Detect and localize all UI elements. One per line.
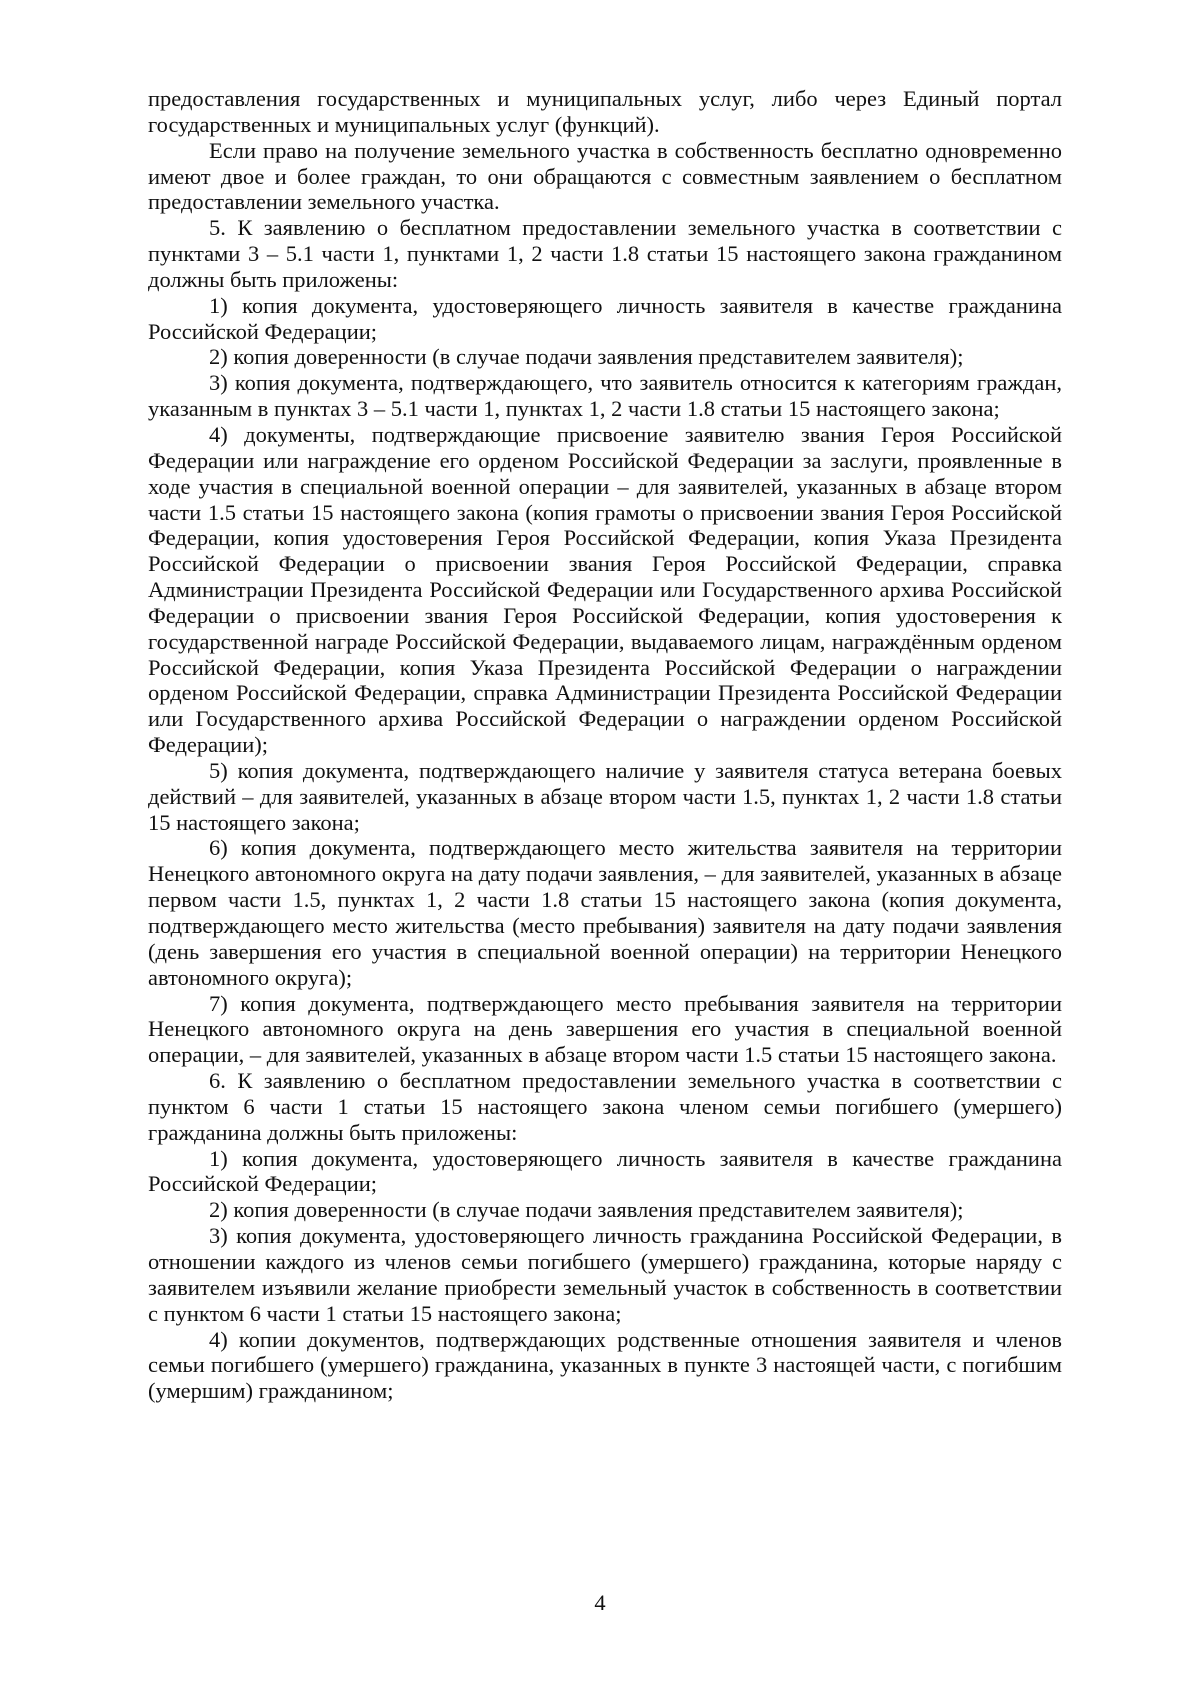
paragraph-item-6-2: 2) копия доверенности (в случае подачи заявления представителем заявителя); (209, 1197, 964, 1223)
paragraph-item-5: 5. К заявлению о бесплатном предоставлении земельного участка в соответствии с пунктами 3 – 5.1 части 1, пунктами 1, 2 части 1.8 статьи 15 настоящего закона гражданином должны быть приложены: (148, 215, 1062, 292)
page-number: 4 (594, 1590, 606, 1615)
paragraph-item-6-1: 1) копия документа, удостоверяющего личность заявителя в качестве гражданина Российской Федерации; (148, 1145, 1062, 1197)
paragraph-item-5-4: 4) документы, подтверждающие присвоение заявителю звания Героя Российской Федерации или награждение его орденом Российской Федерации за заслуги, проявленные в ходе участия в специальной военной операции – для заявителей, указанных в абзаце втором части 1.5 статьи 15 настоящего закона (копия грамоты о присвоении звания Героя Российской Федерации, копия удостоверения Героя Российской Федерации, копия Указа Президента Российской Федерации о присвоении звания Героя Российской Федерации, справка Администрации Президента Российской Федерации или Государственного архива Российской Федерации о присвоении звания Героя Российской Федерации, копия удостоверения к государственной награде Российской Федерации, выдаваемого лицам, награждённым орденом Российской Федерации, копия Указа Президента Российской Федерации о награждении орденом Российской Федерации, справка Администрации Президента Российской Федерации или Государственного архива Российской Федерации о награждении орденом Российской Федерации); (148, 421, 1062, 758)
paragraph-item-5-7: 7) копия документа, подтверждающего место пребывания заявителя на территории Ненецкого автономного округа на день завершения его участия в специальной военной операции, – для заявителей, указанных в абзаце втором части 1.5 статьи 15 настоящего закона. (148, 990, 1062, 1068)
paragraph-continuation: предоставления государственных и муниципальных услуг, либо через Единый портал государственных и муниципальных услуг (функций). (148, 86, 1062, 137)
paragraph-item-6-4: 4) копии документов, подтверждающих родственные отношения заявителя и членов семьи погибшего (умершего) гражданина, указанных в пункте 3 настоящей части, с погибшим (умершим) гражданином; (148, 1326, 1062, 1404)
paragraph-joint-application: Если право на получение земельного участка в собственность бесплатно одновременно имеют двое и более граждан, то они обращаются с совместным заявлением о бесплатном предоставлении земельного участка. (148, 137, 1062, 215)
paragraph-item-5-2: 2) копия доверенности (в случае подачи заявления представителем заявителя); (209, 344, 964, 370)
paragraph-item-5-6: 6) копия документа, подтверждающего место жительства заявителя на территории Ненецкого автономного округа на дату подачи заявления, – для заявителей, указанных в абзаце первом части 1.5, пунктах 1, 2 части 1.8 статьи 15 настоящего закона (копия документа, подтверждающего место жительства (место пребывания) заявителя на дату подачи заявления (день завершения его участия в специальной военной операции) на территории Ненецкого автономного округа); (148, 835, 1062, 990)
paragraph-item-6-3: 3) копия документа, удостоверяющего личность гражданина Российской Федерации, в отношении каждого из членов семьи погибшего (умершего) гражданина, которые наряду с заявителем изъявили желание приобрести земельный участок в собственность в соответствии с пунктом 6 части 1 статьи 15 настоящего закона; (148, 1223, 1062, 1326)
paragraph-item-5-3: 3) копия документа, подтверждающего, что заявитель относится к категориям граждан, указанным в пунктах 3 – 5.1 части 1, пунктах 1, 2 части 1.8 статьи 15 настоящего закона; (148, 370, 1062, 422)
document-body (148, 86, 1062, 1404)
paragraph-item-5-1: 1) копия документа, удостоверяющего личность заявителя в качестве гражданина Российской Федерации; (148, 292, 1062, 344)
paragraph-item-6: 6. К заявлению о бесплатном предоставлении земельного участка в соответствии с пунктом 6 части 1 статьи 15 настоящего закона членом семьи погибшего (умершего) гражданина должны быть приложены: (148, 1068, 1062, 1145)
paragraph-item-5-5: 5) копия документа, подтверждающего наличие у заявителя статуса ветерана боевых действий – для заявителей, указанных в абзаце втором части 1.5, пунктах 1, 2 части 1.8 статьи 15 настоящего закона; (148, 757, 1062, 835)
